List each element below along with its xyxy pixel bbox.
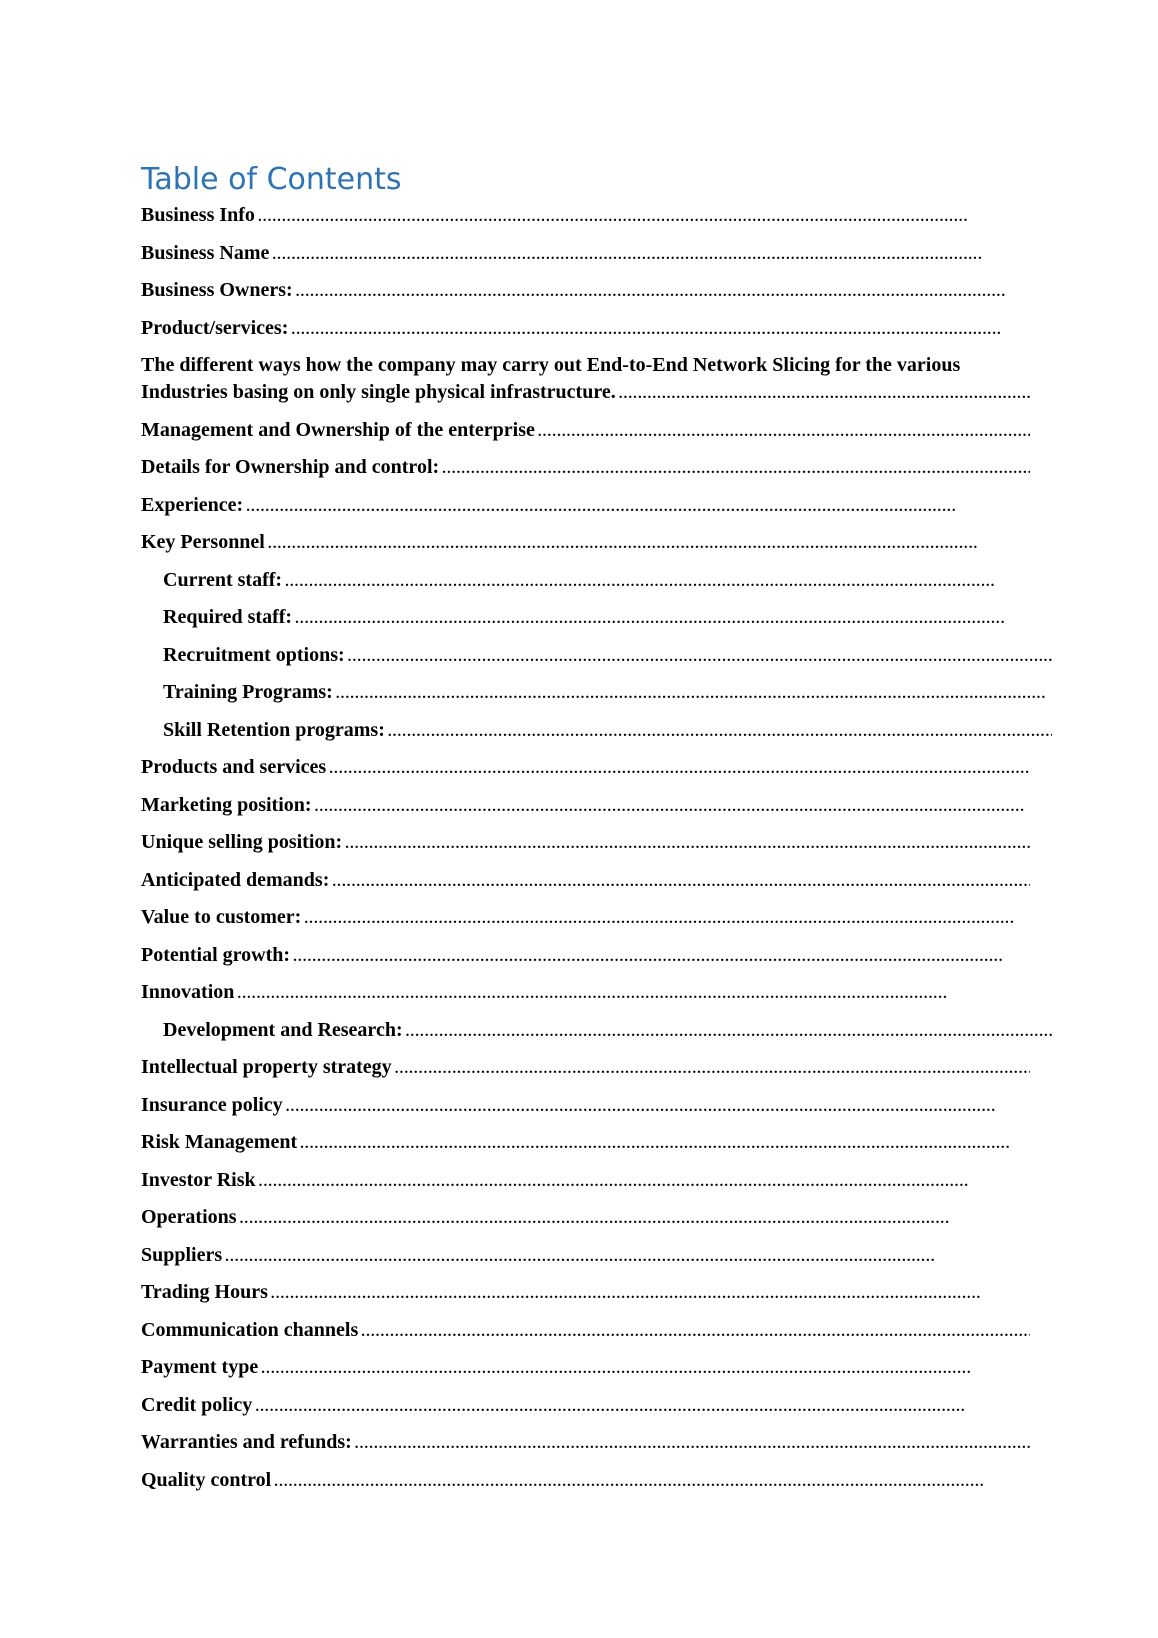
toc-entry-skill-retention[interactable] (141, 717, 1052, 744)
toc-entry-label: Anticipated demands: . . . (141, 869, 1030, 891)
toc-entry-innovation[interactable] (141, 979, 1030, 1006)
toc-entry-label: Trading Hours . . . (141, 1281, 978, 1303)
toc-entry-label: Business Info . . . (141, 204, 965, 226)
toc-entry-business-info[interactable] (141, 202, 1041, 229)
toc-entry-label: Products and services . . . (141, 756, 1030, 778)
toc-entry-quality-control[interactable] (141, 1467, 1030, 1494)
toc-entry-network-slicing[interactable] (141, 352, 1030, 406)
toc-entry-label: Suppliers . . . (141, 1244, 933, 1266)
toc-entry-potential-growth[interactable] (141, 942, 1030, 969)
toc-entry-marketing-position[interactable] (141, 792, 1030, 819)
toc-entry-label: Value to customer: . . . (141, 906, 1012, 928)
toc-entry-label: Communication channels . . . (141, 1319, 1030, 1341)
toc-entry-label: Experience: . . . (141, 494, 954, 516)
toc-entry-recruitment-options[interactable] (141, 642, 1052, 669)
toc-entry-development-research[interactable] (141, 1017, 1052, 1044)
toc-entry-suppliers[interactable] (141, 1242, 1030, 1269)
toc-entry-label: Innovation . . . (141, 981, 945, 1003)
toc-entry-label: Insurance policy . . . (141, 1094, 993, 1116)
toc-entry-label: Required staff: . . . (163, 606, 1002, 628)
toc-entry-credit-policy[interactable] (141, 1392, 1030, 1419)
toc-entry-label: Product/services: . . . (141, 317, 999, 339)
toc-entry-business-owners[interactable] (141, 277, 1041, 304)
toc-entry-value-to-customer[interactable] (141, 904, 1030, 931)
toc-entry-investor-risk[interactable] (141, 1167, 1030, 1194)
toc-entry-risk-management[interactable] (141, 1129, 1030, 1156)
toc-title: Table of Contents (141, 162, 402, 197)
toc-entry-products-services[interactable] (141, 754, 1030, 781)
toc-entry-payment-type[interactable] (141, 1354, 1030, 1381)
toc-entry-label: Unique selling position: . . . (141, 831, 1030, 853)
toc-entry-warranties-refunds[interactable] (141, 1429, 1030, 1456)
toc-entry-label: Development and Research: . . . (163, 1019, 1052, 1041)
toc-entry-intellectual-property[interactable] (141, 1054, 1030, 1081)
toc-entry-label: Management and Ownership of the enterprise . . . (141, 419, 1030, 441)
toc-entry-management-ownership[interactable] (141, 417, 1030, 444)
toc-entry-label: Quality control . . . (141, 1469, 982, 1491)
toc-entry-current-staff[interactable] (141, 567, 1052, 594)
toc-entry-anticipated-demands[interactable] (141, 867, 1030, 894)
toc-entry-label: Warranties and refunds: . . . (141, 1431, 1030, 1453)
toc-entry-label: Business Owners: . . . (141, 279, 1003, 301)
toc-entry-insurance-policy[interactable] (141, 1092, 1030, 1119)
toc-entry-label: Marketing position: . . . (141, 794, 1022, 816)
toc-entry-label: Investor Risk . . . (141, 1169, 966, 1191)
toc-entry-label: Potential growth: . . . (141, 944, 1000, 966)
toc-entry-label: Payment type . . . (141, 1356, 969, 1378)
toc-entry-label: Risk Management . . . (141, 1131, 1008, 1153)
toc-entry-required-staff[interactable] (141, 604, 1052, 631)
toc-list (141, 202, 1041, 1504)
toc-entry-communication-channels[interactable] (141, 1317, 1030, 1344)
toc-entry-label: Credit policy . . . (141, 1394, 963, 1416)
toc-entry-trading-hours[interactable] (141, 1279, 1030, 1306)
toc-entry-label: Current staff: . . . (163, 569, 992, 591)
toc-entry-label: Details for Ownership and control: . . . (141, 456, 1030, 478)
toc-entry-key-personnel[interactable] (141, 529, 1030, 556)
toc-entry-label: Training Programs: . . . (163, 681, 1043, 703)
toc-entry-label: Intellectual property strategy . . . (141, 1056, 1030, 1078)
toc-entry-label-line1: The different ways how the company may carry out End-to-End Network Slicing for the various (141, 354, 961, 376)
toc-entry-label: Skill Retention programs: . . . (163, 719, 1052, 741)
toc-entry-label: Recruitment options: . . . (163, 644, 1052, 666)
toc-entry-product-services[interactable] (141, 315, 1041, 342)
toc-entry-label: Business Name . . . (141, 242, 980, 264)
toc-entry-unique-selling-position[interactable] (141, 829, 1030, 856)
toc-entry-label: Key Personnel . . . (141, 531, 975, 553)
toc-entry-training-programs[interactable] (141, 679, 1052, 706)
toc-entry-experience[interactable] (141, 492, 1030, 519)
toc-entry-business-name[interactable] (141, 240, 1041, 267)
toc-entry-operations[interactable] (141, 1204, 1030, 1231)
toc-entry-label-line2: Industries basing on only single physical infrastructure. . . . (141, 381, 1030, 403)
toc-entry-ownership-control[interactable] (141, 454, 1030, 481)
toc-entry-label: Operations . . . (141, 1206, 947, 1228)
